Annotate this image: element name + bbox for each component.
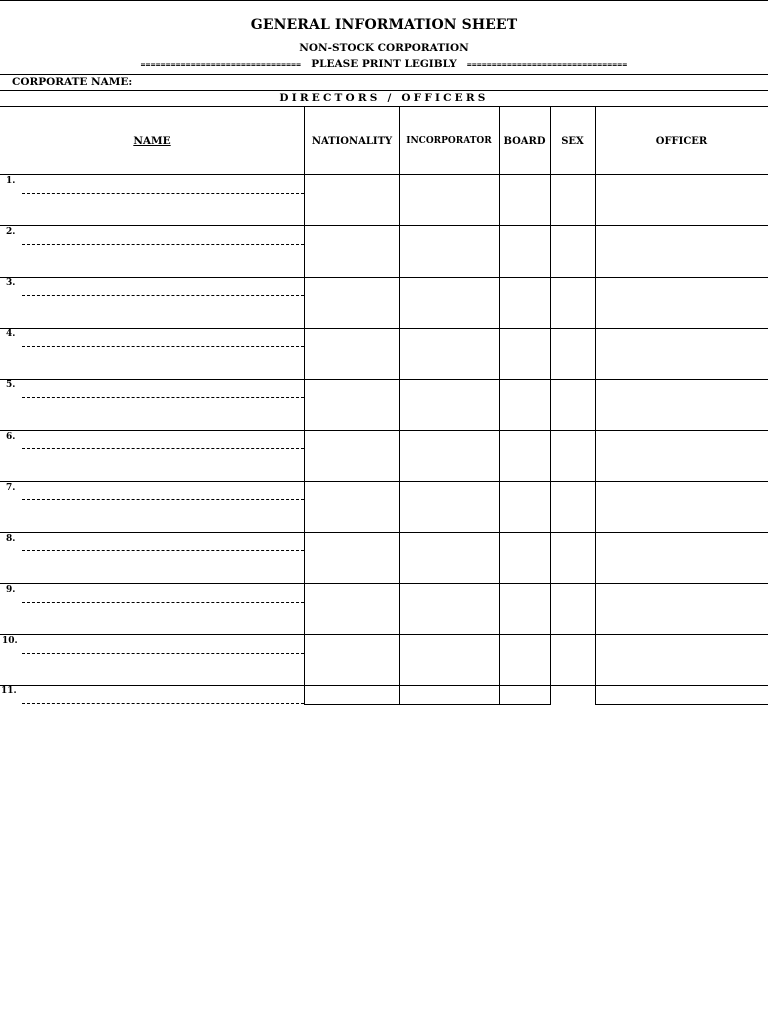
row-line: [0, 277, 768, 278]
column-divider: [499, 107, 500, 704]
column-header-officer: OFFICER: [655, 135, 708, 147]
name-entry-line[interactable]: [22, 193, 304, 194]
row-number: 10.: [2, 636, 18, 646]
name-entry-line[interactable]: [22, 550, 304, 551]
column-divider: [399, 107, 400, 704]
column-divider: [550, 107, 551, 704]
row-number: 5.: [6, 380, 16, 390]
row-line: [0, 583, 768, 584]
print-legibly-notice: [0, 58, 768, 70]
row-line: [0, 532, 768, 533]
divider: [0, 74, 768, 75]
row-line: [0, 685, 768, 686]
row-number: 2.: [6, 227, 16, 237]
name-entry-line[interactable]: [22, 346, 304, 347]
top-border: [0, 0, 768, 1]
name-entry-line[interactable]: [22, 653, 304, 654]
row-line: [0, 634, 768, 635]
row-number: 1.: [6, 176, 16, 186]
section-title: DIRECTORS / OFFICERS: [279, 92, 489, 104]
column-header-board: BOARD: [503, 135, 546, 147]
row-number: 7.: [6, 483, 16, 493]
row-line: [0, 174, 768, 175]
row-number: 3.: [6, 278, 16, 288]
row-line: [0, 379, 768, 380]
row-line: [0, 481, 768, 482]
row-number: 11.: [1, 686, 17, 696]
row-number: 4.: [6, 329, 16, 339]
name-entry-line[interactable]: [22, 397, 304, 398]
notice-text: PLEASE PRINT LEGIBLY: [311, 58, 457, 70]
name-entry-line[interactable]: [22, 499, 304, 500]
row-line: [0, 225, 768, 226]
name-entry-line[interactable]: [22, 602, 304, 603]
row-line: [0, 430, 768, 431]
column-header-sex: SEX: [561, 135, 584, 147]
column-divider: [304, 107, 305, 704]
name-entry-line[interactable]: [22, 244, 304, 245]
notice-fill-left: ================================: [140, 60, 302, 69]
form-title: GENERAL INFORMATION SHEET: [250, 17, 518, 33]
form-subtitle: NON-STOCK CORPORATION: [299, 42, 469, 54]
row-number: 9.: [6, 585, 16, 595]
notice-fill-right: ================================: [466, 60, 628, 69]
column-header-incorporator: INCORPORATOR: [406, 136, 492, 146]
table-bottom-border: [595, 704, 768, 705]
name-entry-line[interactable]: [22, 703, 304, 704]
row-line: [0, 328, 768, 329]
name-entry-line[interactable]: [22, 448, 304, 449]
name-entry-line[interactable]: [22, 295, 304, 296]
row-number: 6.: [6, 432, 16, 442]
corporate-name-label: CORPORATE NAME:: [12, 76, 133, 88]
row-number: 8.: [6, 534, 16, 544]
column-divider: [595, 107, 596, 704]
column-header-name: NAME: [133, 135, 171, 147]
table-bottom-border: [304, 704, 551, 705]
column-header-nationality: NATIONALITY: [311, 135, 393, 147]
divider: [0, 90, 768, 91]
